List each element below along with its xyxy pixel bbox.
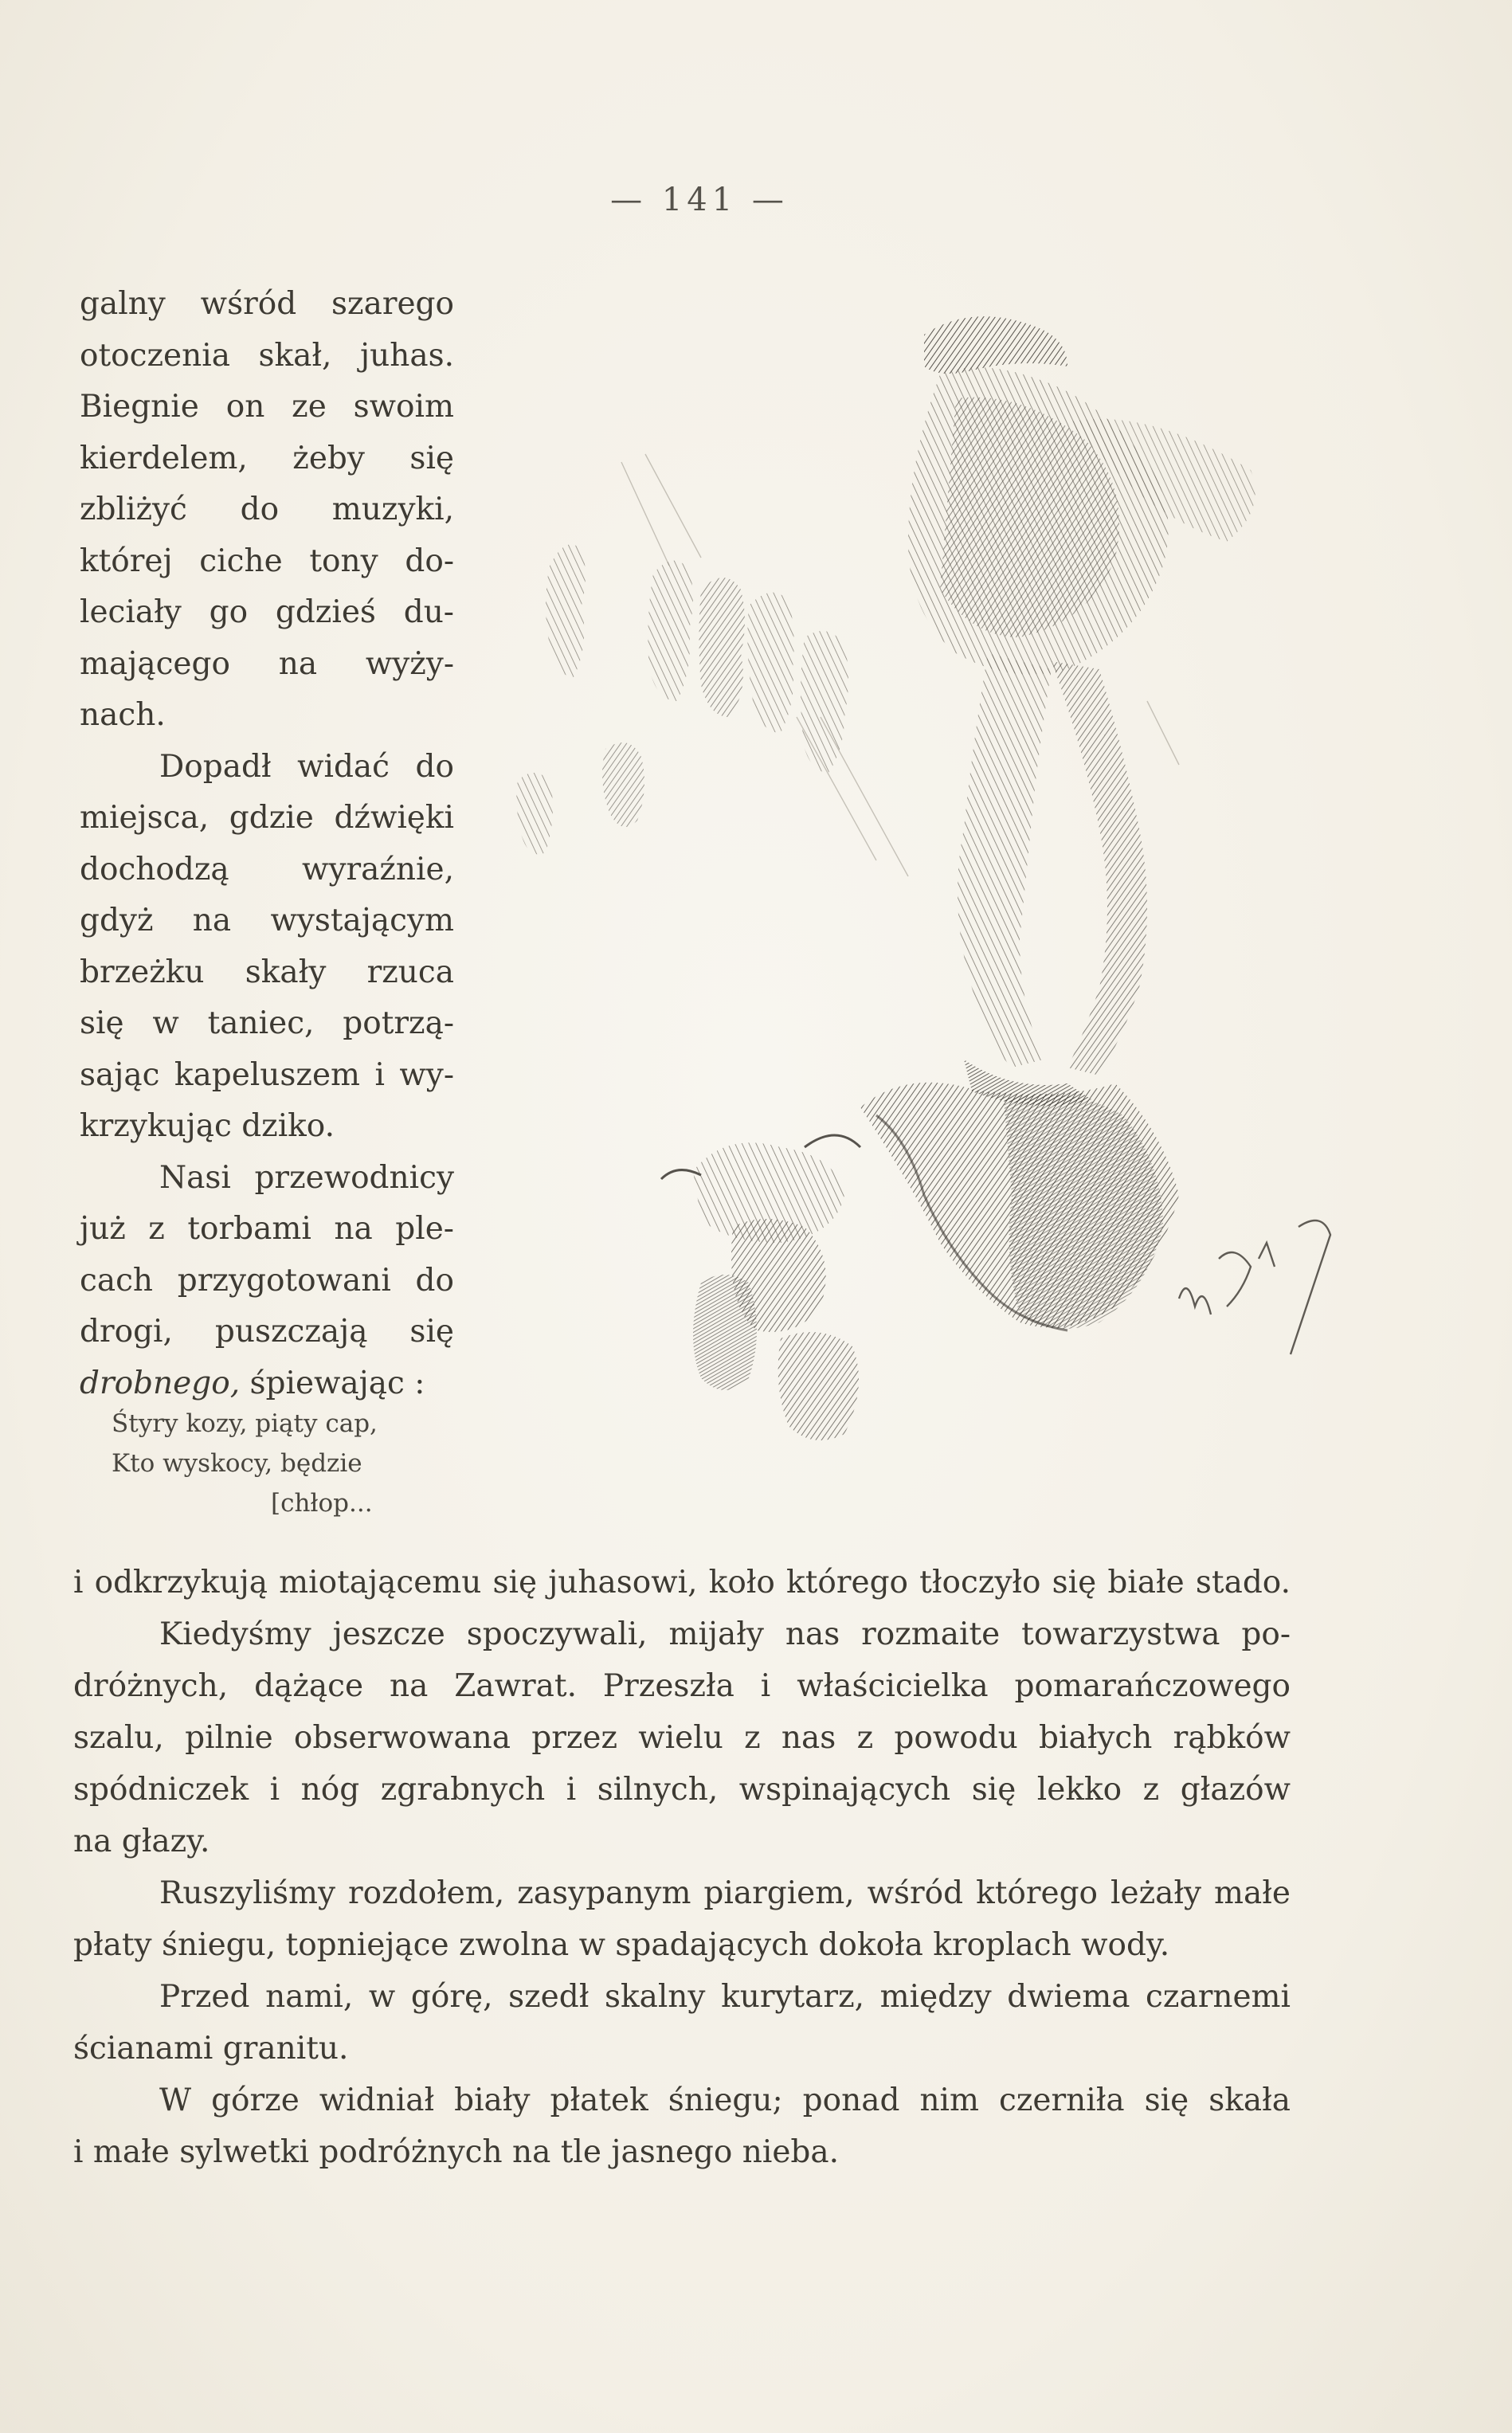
background-figures	[516, 544, 848, 854]
text-line: leciały go gdzieś du-	[80, 594, 454, 630]
text-line: Dopadł widać do	[159, 748, 454, 785]
text-line: brzeżku skały rzuca	[80, 954, 454, 990]
text-line: galny wśród szarego	[80, 286, 454, 322]
text-line: W górze widniał biały płatek śniegu; ponad nim czerniła się skała	[159, 2082, 1291, 2118]
text-line: dróżnych, dążące na Zawrat. Przeszła i właścicielka pomarańczowego	[73, 1668, 1291, 1704]
text-line: której ciche tony do-	[80, 543, 454, 579]
text-line: na głazy.	[73, 1824, 210, 1859]
text-line: mającego na wyży-	[80, 645, 454, 682]
main-body-text	[73, 1557, 1291, 2178]
dancing-shepherd-illustration	[462, 303, 1346, 1506]
text-line: drogi, puszczają się	[80, 1314, 454, 1350]
artist-signature	[1179, 1220, 1330, 1354]
text-line: ścianami granitu.	[73, 2031, 349, 2067]
sheep-flock	[661, 1135, 860, 1440]
shepherd-leg-right	[1052, 661, 1147, 1075]
text-line: się w taniec, potrzą-	[80, 1005, 454, 1041]
text-line: Ruszyliśmy rozdołem, zasypanym piargiem, wśród którego leżały małe	[159, 1875, 1291, 1911]
text-line: Nasi przewodnicy	[159, 1159, 454, 1196]
text-line: nach.	[80, 697, 166, 733]
page-number: — 141 —	[610, 182, 789, 218]
verse-line: Kto wyskocy, będzie	[112, 1449, 362, 1478]
text-line: kierdelem, żeby się	[80, 440, 454, 476]
text-line: krzykując dziko.	[80, 1108, 335, 1144]
text-line: Biegnie on ze swoim	[80, 389, 454, 425]
shepherd-leg-left	[958, 653, 1052, 1068]
text-line: szalu, pilnie obserwowana przez wielu z nas z powodu białych rąbków	[73, 1720, 1291, 1756]
text-line: i małe sylwetki podróżnych na tle jasnego nieba.	[73, 2134, 840, 2170]
left-column-text	[80, 279, 454, 1409]
shepherd-hat	[924, 316, 1067, 374]
text-line-italic	[80, 1358, 454, 1410]
text-line: i odkrzykują miotającemu się juhasowi, koło którego tłoczyło się białe stado.	[73, 1565, 1291, 1600]
text-line: zbliżyć do muzyki,	[80, 492, 454, 527]
text-line: spódniczek i nóg zgrabnych i silnych, wspinających się lekko z głazów	[73, 1772, 1291, 1808]
text-line: Kiedyśmy jeszcze spoczywali, mijały nas rozmaite towarzystwa po-	[159, 1616, 1291, 1652]
text-line: płaty śniegu, topniejące zwolna w spadających dokoła kroplach wody.	[73, 1927, 1170, 1963]
song-verse	[80, 1404, 454, 1523]
illustration-svg	[462, 303, 1346, 1506]
italic-word: drobnego,	[80, 1365, 241, 1401]
text-line: miejsca, gdzie dźwięki	[80, 800, 454, 836]
text-line: gdyż na wystającym	[80, 903, 454, 938]
verse-line: [chłop...	[271, 1489, 373, 1518]
text-fragment: śpiewając :	[249, 1365, 425, 1401]
text-line: sając kapeluszem i wy-	[80, 1056, 454, 1093]
text-line: dochodzą wyraźnie,	[80, 851, 454, 887]
verse-line: Śtyry kozy, piąty cap,	[112, 1409, 378, 1438]
text-line: otoczenia skał, juhas.	[80, 337, 454, 374]
text-line: cach przygotowani do	[80, 1262, 454, 1299]
text-line: Przed nami, w górę, szedł skalny kurytarz, między dwiema czarnemi	[159, 1979, 1291, 2015]
text-line: już z torbami na ple-	[80, 1211, 454, 1247]
